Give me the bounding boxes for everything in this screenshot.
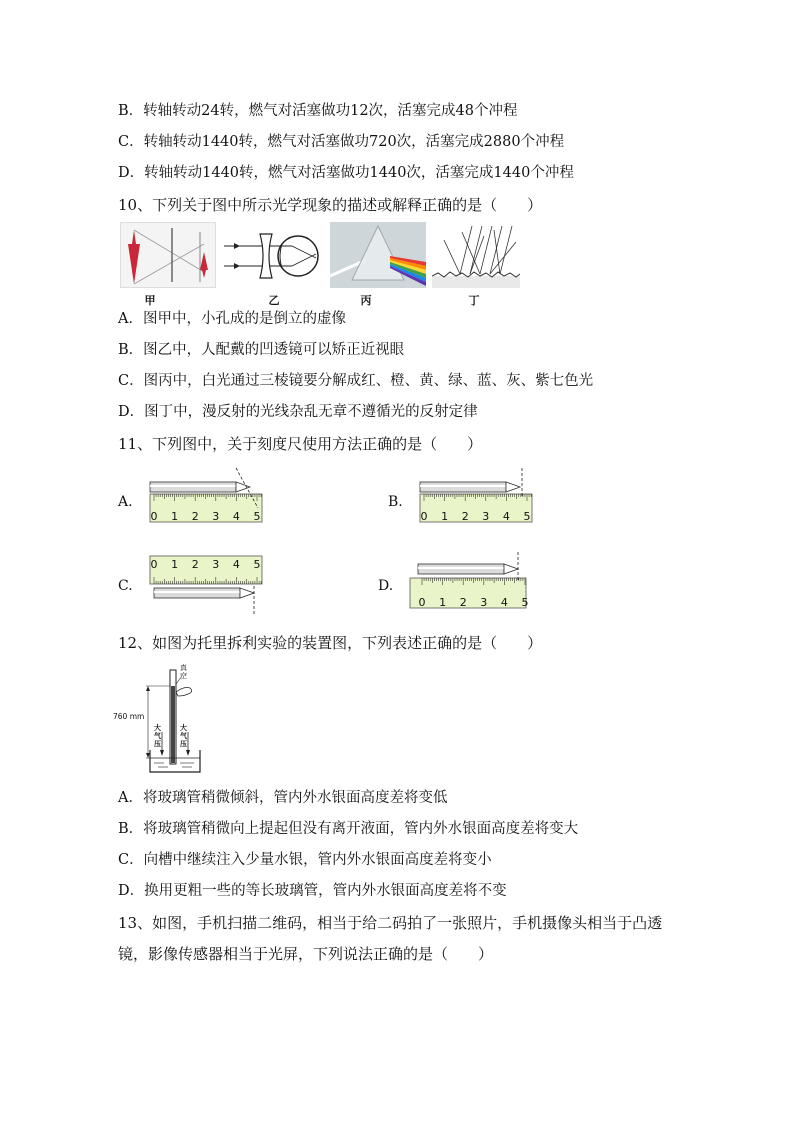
q11-a-ruler-number: 4	[232, 510, 240, 523]
q12-option-b: B．将玻璃管稍微向上提起但没有离开液面，管内外水银面高度差将变大	[118, 821, 579, 837]
q11-c-ruler-number: 1	[171, 558, 179, 571]
q11-c-ruler-number: 3	[212, 558, 220, 571]
q11-ruler-figure-c	[148, 550, 268, 616]
q10-figure-bing	[330, 222, 426, 288]
q12-label-pressure-right: 大气压	[180, 724, 187, 748]
q11-b-ruler-number: 3	[482, 510, 490, 523]
q10-label-yi: 乙	[268, 294, 280, 307]
q10-label-bing: 丙	[360, 294, 372, 307]
q11-option-d-letter: D.	[378, 578, 394, 594]
q12-label-pressure-left: 大气压	[154, 724, 161, 748]
q10-option-c: C．图丙中，白光通过三棱镜要分解成红、橙、黄、绿、蓝、灰、紫七色光	[118, 373, 594, 389]
q12-label-height: 760 mm	[113, 712, 145, 721]
q10-label-ding: 丁	[468, 294, 480, 307]
q11-d-ruler-number: 3	[480, 596, 488, 609]
q10-option-a: A．图甲中，小孔成的是倒立的虚像	[118, 311, 346, 327]
q11-c-ruler-number: 4	[232, 558, 240, 571]
q9-option-d: D．转轴转动1440转，燃气对活塞做功1440次，活塞完成1440个冲程	[118, 165, 574, 181]
q11-ruler-figure-a	[148, 466, 268, 526]
q11-b-ruler-number: 4	[502, 510, 510, 523]
q11-d-ruler-body	[410, 578, 526, 608]
q10-figure-jia	[120, 222, 216, 288]
q12-option-d: D．换用更粗一些的等长玻璃管，管内外水银面高度差将不变	[118, 883, 507, 899]
q11-b-ruler-number: 0	[420, 510, 428, 523]
q13-stem-line1: 13、如图，手机扫描二维码，相当于给二码拍了一张照片，手机摄像头相当于凸透	[118, 914, 663, 932]
q12-option-c: C．向槽中继续注入少量水银，管内外水银面高度差将变小	[118, 852, 492, 868]
q11-b-ruler-number: 1	[441, 510, 449, 523]
q11-a-ruler-number: 1	[171, 510, 179, 523]
q12-option-a: A．将玻璃管稍微倾斜，管内外水银面高度差将变低	[118, 790, 448, 806]
q11-stem: 11、下列图中，关于刻度尺使用方法正确的是（ ）	[118, 435, 483, 453]
q10-figure-ding	[432, 222, 520, 288]
q10-stem: 10、下列关于图中所示光学现象的描述或解释正确的是（ ）	[118, 196, 543, 214]
q12-label-vacuum: 真空	[180, 664, 187, 680]
q11-c-ruler-body	[150, 556, 262, 584]
q9-option-c: C．转轴转动1440转，燃气对活塞做功720次，活塞完成2880个冲程	[118, 134, 565, 150]
q11-d-ruler-number: 5	[521, 596, 529, 609]
q11-a-ruler-number: 3	[212, 510, 220, 523]
q11-d-ruler-number: 2	[459, 596, 467, 609]
q12-stem: 12、如图为托里拆利实验的装置图，下列表述正确的是（ ）	[118, 634, 543, 652]
q10-option-b: B．图乙中，人配戴的凹透镜可以矫正近视眼	[118, 342, 405, 358]
q11-c-ruler-number: 2	[191, 558, 199, 571]
q11-c-ruler-number: 5	[253, 558, 261, 571]
q11-a-ruler-body	[150, 494, 262, 522]
q11-option-a-letter: A.	[118, 494, 133, 510]
q11-b-ruler-number: 5	[523, 510, 531, 523]
q11-a-ruler-number: 2	[191, 510, 199, 523]
q11-ruler-figure-d	[408, 550, 532, 616]
q11-b-ruler-body	[420, 494, 532, 522]
q11-option-b-letter: B.	[388, 494, 403, 510]
q10-figure-yi	[222, 228, 322, 284]
q11-ruler-figure-b	[418, 466, 538, 526]
q11-d-ruler-number: 0	[418, 596, 426, 609]
q11-b-ruler-number: 2	[461, 510, 469, 523]
q11-option-c-letter: C.	[118, 578, 133, 594]
q10-option-d: D．图丁中，漫反射的光线杂乱无章不遵循光的反射定律	[118, 404, 478, 420]
q9-option-b: B．转轴转动24转，燃气对活塞做功12次，活塞完成48个冲程	[118, 103, 518, 119]
q13-stem-line2: 镜，影像传感器相当于光屏，下列说法正确的是（ ）	[118, 945, 494, 963]
q10-label-jia: 甲	[144, 294, 156, 307]
q11-a-ruler-number: 0	[150, 510, 158, 523]
q11-a-ruler-number: 5	[253, 510, 261, 523]
q11-d-ruler-number: 4	[500, 596, 508, 609]
q11-c-ruler-number: 0	[150, 558, 158, 571]
q11-d-ruler-number: 1	[439, 596, 447, 609]
